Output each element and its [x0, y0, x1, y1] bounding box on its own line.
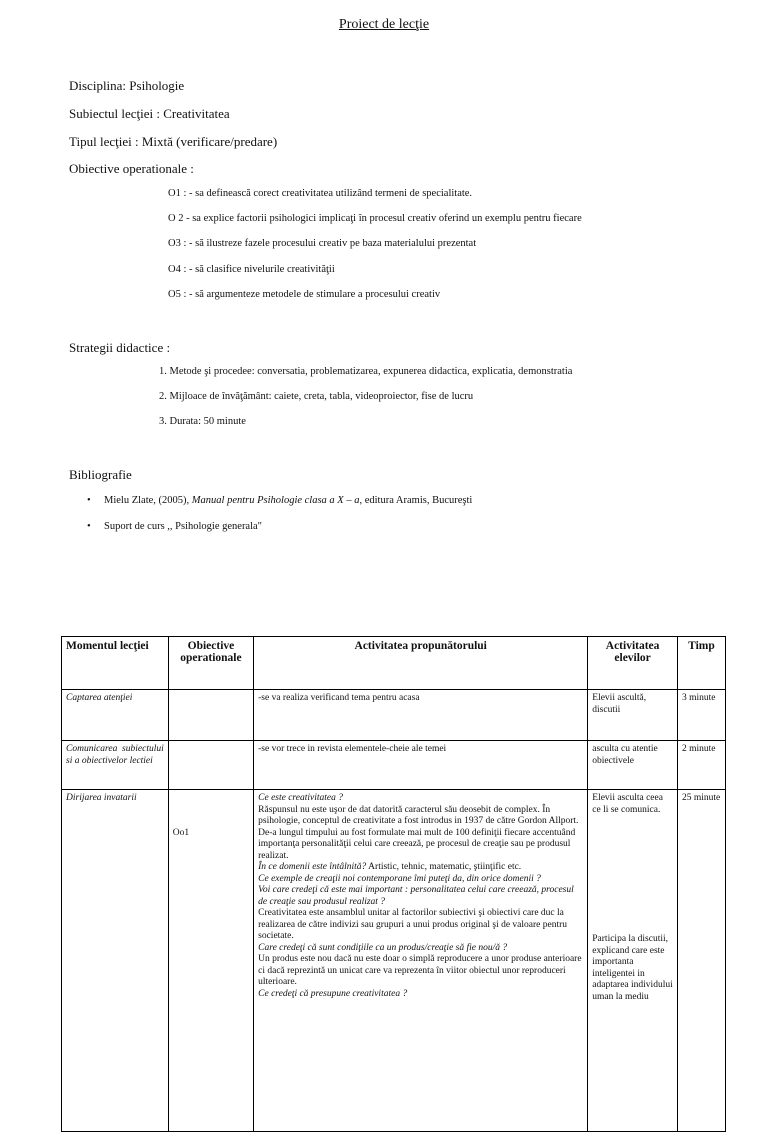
table-row: [62, 741, 726, 790]
bullet-icon: •: [87, 521, 91, 532]
students-cell: asculta cu atentie obiectivele: [588, 741, 678, 790]
bibliography-item-2: [87, 521, 262, 532]
strategy-item-2: 2. Mijloace de învăţământ: caiete, creta, tabla, videoproiector, fise de lucru: [159, 391, 474, 402]
strategies-heading: Strategii didactice :: [69, 340, 171, 355]
spacer: [592, 816, 673, 934]
bibliography-item-1: [87, 495, 472, 506]
students-text: Elevii asculta ceea ce li se comunica.: [592, 793, 663, 815]
page-title: Proiect de lecţie: [338, 17, 430, 32]
teacher-cell: -se va realiza verificand tema pentru acasa: [254, 690, 588, 741]
teacher-cell: -se vor trece in revista elementele-cheie ale temei: [254, 741, 588, 790]
time-cell: 2 minute: [677, 741, 725, 790]
lesson-table: [61, 636, 726, 1132]
strategy-item-1: 1. Metode şi procedee: conversatia, problematizarea, expunerea didactica, explicatia, demonstratia: [159, 366, 573, 377]
moment-cell: Captarea atenţiei: [62, 690, 169, 741]
teacher-question: Ce este creativitatea ?: [258, 793, 343, 803]
bib-publisher: , editura Aramis, Bucureşti: [359, 495, 473, 506]
teacher-paragraph: Creativitatea este ansamblul unitar al factorilor subiectivi şi obiectivi care duc la realizarea de către indivizi sau grupuri a unui produs original şi de valoare pentru societate.: [258, 908, 568, 941]
students-cell: Elevii ascultă, discutii: [588, 690, 678, 741]
objective-cell: Oo1: [168, 790, 253, 1132]
table-row: [62, 790, 726, 1132]
teacher-cell: [254, 790, 588, 1132]
header-student-activity: Activitatea elevilor: [588, 637, 678, 690]
time-cell: 25 minute: [677, 790, 725, 1132]
bib-book-title: Manual pentru Psihologie clasa a X – a: [191, 495, 360, 506]
header-objectives: Obiective operationale: [168, 637, 253, 690]
table-header-row: [62, 637, 726, 690]
moment-cell: Comunicarea subiectului si a obiectivelor lectiei: [62, 741, 169, 790]
objective-5: O5 : - să argumenteze metodele de stimulare a procesului creativ: [168, 289, 441, 300]
objective-cell: [168, 741, 253, 790]
teacher-question: Ce exemple de creaţii noi contemporane îmi puteţi da, din orice domenii ?: [258, 873, 541, 884]
strategy-item-3: 3. Durata: 50 minute: [159, 416, 246, 427]
table-row: [62, 690, 726, 741]
teacher-paragraph: Un produs este nou dacă nu este doar o simplă reproducere a unor produse anterioare ci dacă reprezintă un unicat care va reprezenta în viitor obiectul unor reproduceri ulterioare.: [258, 954, 582, 987]
objectives-heading: Obiective operationale :: [69, 161, 194, 176]
objective-4: O4 : - să clasifice nivelurile creativităţii: [168, 264, 335, 275]
header-time: Timp: [677, 637, 725, 690]
bib-course: Suport de curs ,, Psihologie generala": [104, 521, 262, 532]
students-text: Participa la discutii, explicand care este importanta inteligentei in adaptarea individului uman la mediu: [592, 934, 673, 1002]
objective-cell: [168, 690, 253, 741]
teacher-question: Voi care credeţi că este mai important : personalitatea celui care creează, procesul de creaţie sau produsul realizat ?: [258, 885, 574, 907]
objective-3: O3 : - să ilustreze fazele procesului creativ pe baza materialului prezentat: [168, 238, 477, 249]
header-moment: Momentul lecţiei: [62, 637, 169, 690]
objective-2: O 2 - sa explice factorii psihologici implicaţi în procesul creativ oferind un exemplu pentru fiecare: [168, 213, 582, 224]
time-cell: 3 minute: [677, 690, 725, 741]
bibliography-heading: Bibliografie: [69, 467, 132, 482]
objective-1: O1 : - sa definească corect creativitatea utilizând termeni de specialitate.: [168, 188, 473, 199]
teacher-answer: Artistic, tehnic, matematic, ştiinţific etc.: [366, 862, 522, 872]
subject-field: Subiectul lecţiei : Creativitatea: [69, 106, 230, 121]
teacher-paragraph: Răspunsul nu este uşor de dat datorită caracterul său deosebit de complex. În psihologie, conceptul de creativitate a fost introdus in 1937 de către Gordon Allport. De-a lungul timpului au fost formulate mai mult de 100 definiţii fiecare accentuând importanţa personalităţii celui care creează, pe procesul de creaţie sau pe produsul realizat.: [258, 804, 579, 861]
teacher-question: În ce domenii este întâlnită?: [258, 862, 367, 872]
students-cell: [588, 790, 678, 1132]
lesson-type-field: Tipul lecţiei : Mixtă (verificare/predare): [69, 134, 278, 149]
bib-author: Mielu Zlate, (2005),: [104, 495, 192, 506]
header-teacher-activity: Activitatea propunătorului: [254, 637, 588, 690]
teacher-question-answer: [258, 862, 583, 874]
discipline-field: Disciplina: Psihologie: [69, 78, 185, 93]
moment-cell: Dirijarea invatarii: [62, 790, 169, 1132]
teacher-question: Ce credeţi că presupune creativitatea ?: [258, 988, 408, 999]
bullet-icon: •: [87, 495, 91, 506]
teacher-question: Care credeţi că sunt condiţiile ca un produs/creaţie să fie nou/ă ?: [258, 942, 508, 953]
